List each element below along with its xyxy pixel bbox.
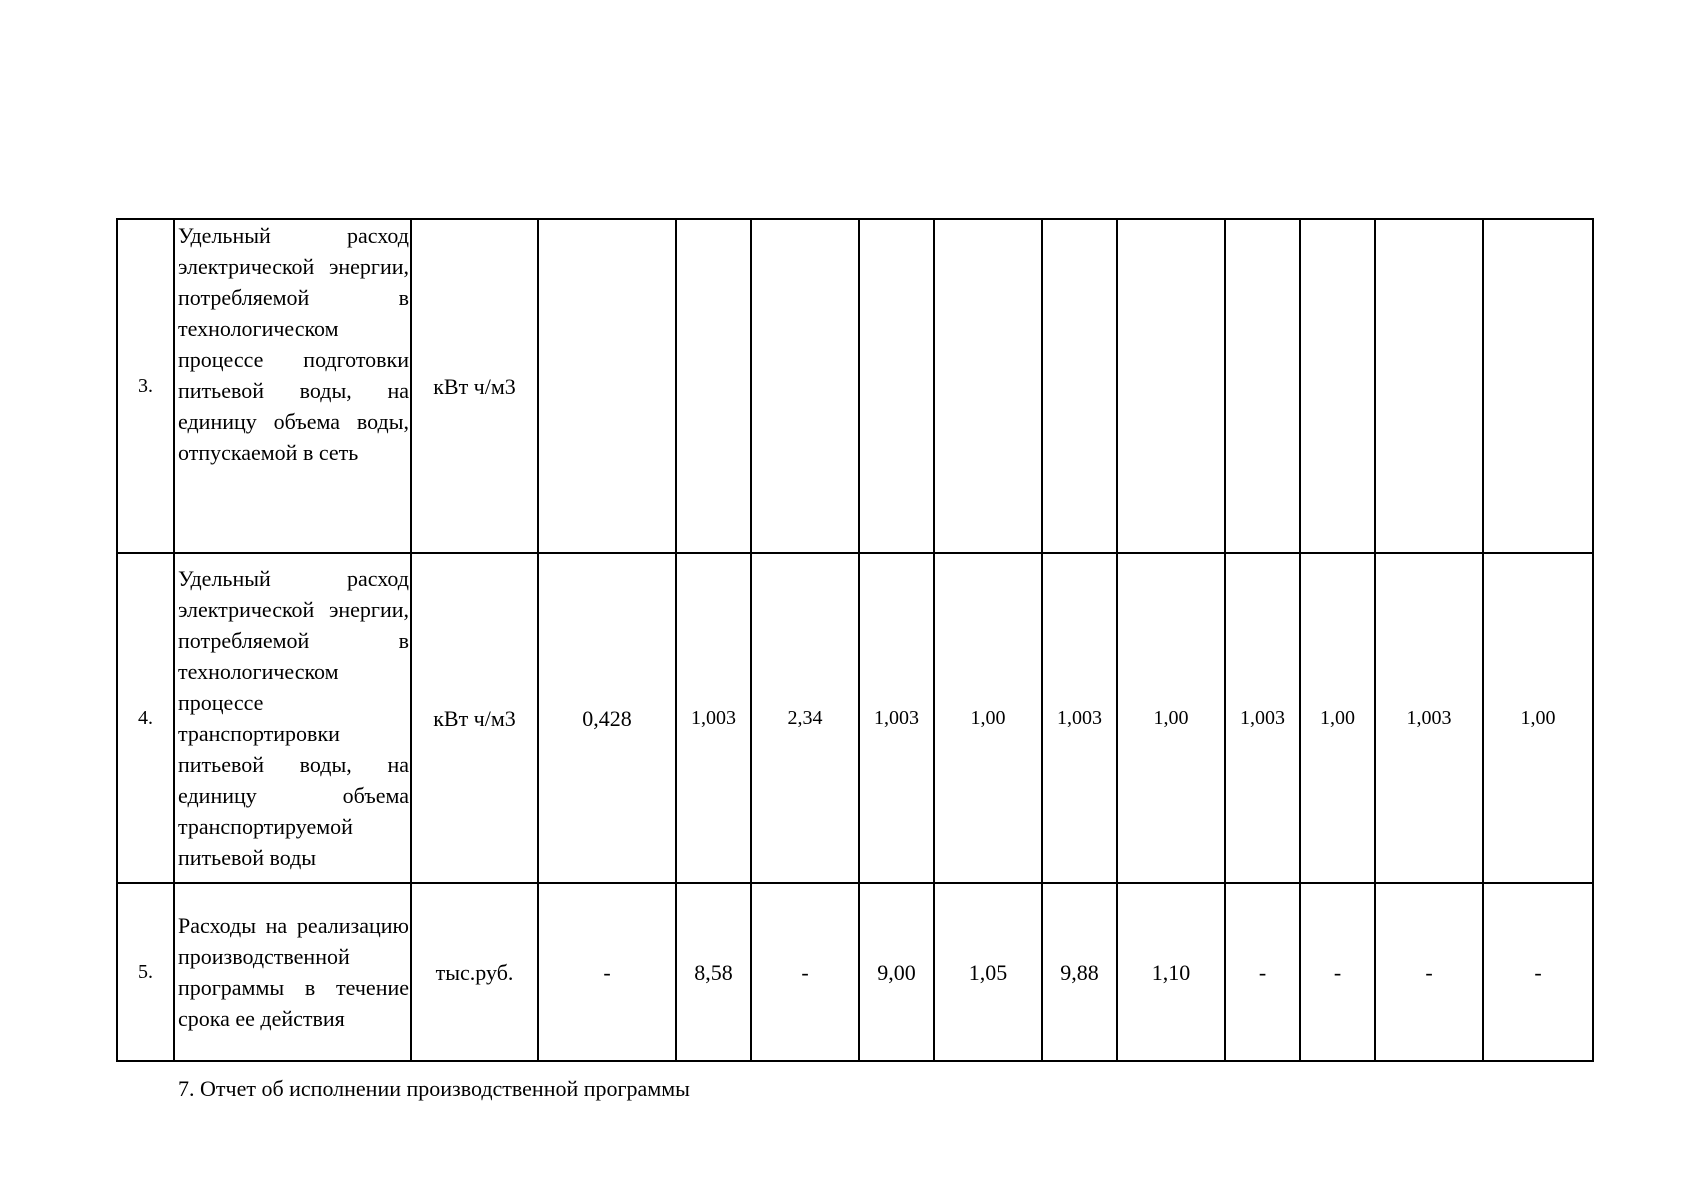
row-unit: кВт ч/м3 bbox=[411, 219, 538, 553]
value-cell: 1,00 bbox=[1117, 553, 1225, 883]
row-number: 4. bbox=[117, 553, 174, 883]
table-row bbox=[117, 219, 1593, 553]
value-cell: - bbox=[1483, 883, 1593, 1061]
section-title: 7. Отчет об исполнении производственной программы bbox=[178, 1076, 690, 1101]
row-unit: тыс.руб. bbox=[411, 883, 538, 1061]
value-cell bbox=[1042, 219, 1117, 553]
value-cell bbox=[751, 219, 859, 553]
value-cell: 8,58 bbox=[676, 883, 751, 1061]
value-cell: - bbox=[751, 883, 859, 1061]
value-cell: 1,003 bbox=[1042, 553, 1117, 883]
value-cell bbox=[1483, 219, 1593, 553]
row-unit: кВт ч/м3 bbox=[411, 553, 538, 883]
value-cell: 1,003 bbox=[1225, 553, 1300, 883]
value-cell bbox=[1300, 219, 1375, 553]
row-number: 3. bbox=[117, 219, 174, 553]
value-cell: - bbox=[538, 883, 676, 1061]
value-cell: 1,10 bbox=[1117, 883, 1225, 1061]
value-cell bbox=[538, 219, 676, 553]
value-cell: 9,00 bbox=[859, 883, 934, 1061]
row-description: Удельный расход электрической энергии, потребляемой в технологическом процессе транспортировки питьевой воды, на единицу объема транспортируемой питьевой воды bbox=[174, 553, 411, 883]
value-cell: - bbox=[1225, 883, 1300, 1061]
value-cell: 1,003 bbox=[676, 553, 751, 883]
value-cell bbox=[676, 219, 751, 553]
row-description: Расходы на реализацию производственной программы в течение срока ее действия bbox=[174, 883, 411, 1061]
value-cell: 2,34 bbox=[751, 553, 859, 883]
row-number: 5. bbox=[117, 883, 174, 1061]
value-cell: 9,88 bbox=[1042, 883, 1117, 1061]
value-cell bbox=[1117, 219, 1225, 553]
value-cell bbox=[1225, 219, 1300, 553]
value-cell bbox=[1375, 219, 1483, 553]
value-cell: - bbox=[1375, 883, 1483, 1061]
value-cell: 1,00 bbox=[1483, 553, 1593, 883]
value-cell: - bbox=[1300, 883, 1375, 1061]
value-cell bbox=[859, 219, 934, 553]
value-cell: 1,00 bbox=[934, 553, 1042, 883]
value-cell: 1,003 bbox=[1375, 553, 1483, 883]
indicators-table bbox=[116, 218, 1594, 1062]
row-description: Удельный расход электрической энергии, потребляемой в технологическом процессе подготовки питьевой воды, на единицу объема воды, отпускаемой в сеть bbox=[174, 219, 411, 553]
value-cell: 0,428 bbox=[538, 553, 676, 883]
value-cell: 1,05 bbox=[934, 883, 1042, 1061]
value-cell: 1,00 bbox=[1300, 553, 1375, 883]
table-row bbox=[117, 553, 1593, 883]
value-cell bbox=[934, 219, 1042, 553]
value-cell: 1,003 bbox=[859, 553, 934, 883]
table-row bbox=[117, 883, 1593, 1061]
